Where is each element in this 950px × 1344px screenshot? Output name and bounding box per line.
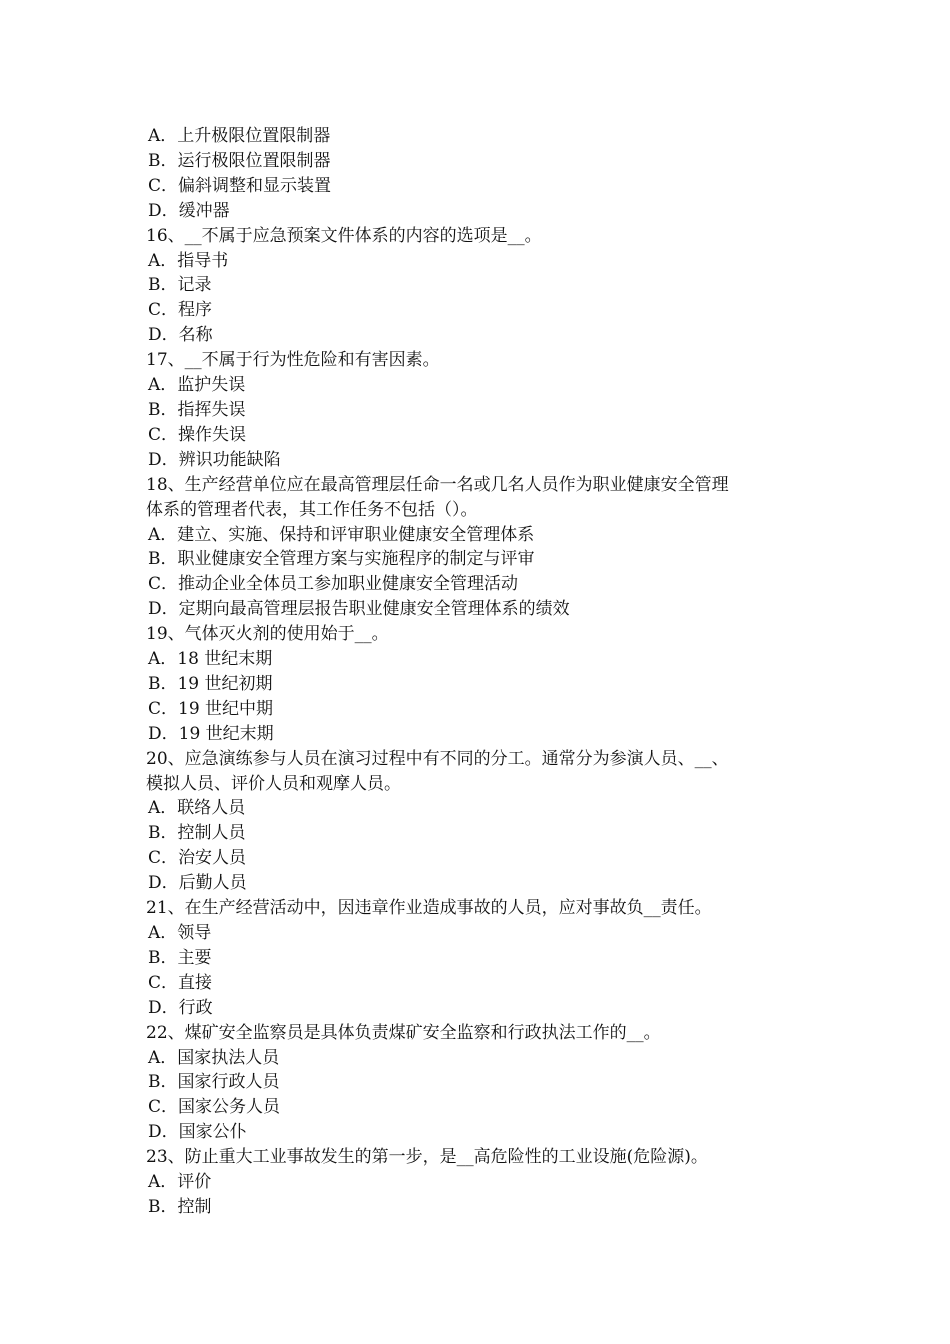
question-text: 16、__不属于应急预案文件体系的内容的选项是__。 [146,225,542,246]
answer-option: C．治安人员 [148,848,247,869]
answer-option: D．缓冲器 [148,200,230,221]
answer-option: D．定期向最高管理层报告职业健康安全管理体系的绩效 [148,599,570,620]
answer-option: C．国家公务人员 [148,1097,281,1118]
answer-option: A．联络人员 [148,798,246,819]
question-text: 23、防止重大工业事故发生的第一步，是__高危险性的工业设施(危险源)。 [146,1147,708,1168]
answer-option: A．18 世纪末期 [148,649,273,670]
answer-option: A．上升极限位置限制器 [148,126,331,146]
answer-option: D．国家公仆 [148,1122,247,1143]
answer-option: C．程序 [148,300,213,321]
answer-option: A．评价 [148,1172,212,1193]
question-text: 20、应急演练参与人员在演习过程中有不同的分工。通常分为参演人员、__、 [146,748,729,769]
answer-option: C．推动企业全体员工参加职业健康安全管理活动 [148,574,519,595]
answer-option: B．主要 [148,947,212,968]
answer-option: D．辨识功能缺陷 [148,449,281,470]
answer-option: A．建立、实施、保持和评审职业健康安全管理体系 [148,524,535,545]
question-text: 18、生产经营单位应在最高管理层任命一名或几名人员作为职业健康安全管理 [146,474,729,495]
question-text: 22、煤矿安全监察员是具体负责煤矿安全监察和行政执法工作的__。 [146,1022,661,1043]
answer-option: B．19 世纪初期 [148,673,273,694]
answer-option: A．监护失误 [148,375,246,396]
question-text: 17、__不属于行为性危险和有害因素。 [146,350,440,371]
answer-option: B．记录 [148,275,212,296]
answer-option: A．国家执法人员 [148,1047,280,1068]
answer-option: B．职业健康安全管理方案与实施程序的制定与评审 [148,549,535,570]
answer-option: C．操作失误 [148,424,247,445]
answer-option: A．指导书 [148,250,229,271]
answer-option: B．指挥失误 [148,399,246,420]
answer-option: D．后勤人员 [148,873,247,894]
answer-option: C．直接 [148,972,213,993]
question-text-continued: 模拟人员、评价人员和观摩人员。 [146,773,401,794]
question-text-continued: 体系的管理者代表，其工作任务不包括（）。 [146,499,478,520]
answer-option: B．控制人员 [148,823,246,844]
answer-option: B．运行极限位置限制器 [148,150,331,171]
answer-option: C．偏斜调整和显示装置 [148,175,332,196]
answer-option: D．行政 [148,997,213,1018]
answer-option: A．领导 [148,923,212,943]
exam-question-list [146,124,826,1220]
answer-option: D．名称 [148,325,213,346]
question-text: 21、在生产经营活动中，因违章作业造成事故的人员，应对事故负__责任。 [146,898,712,919]
answer-option: B．控制 [148,1196,212,1217]
question-text: 19、气体灭火剂的使用始于__。 [146,624,389,645]
answer-option: C．19 世纪中期 [148,698,274,719]
answer-option: D．19 世纪末期 [148,723,274,744]
answer-option: B．国家行政人员 [148,1072,280,1093]
